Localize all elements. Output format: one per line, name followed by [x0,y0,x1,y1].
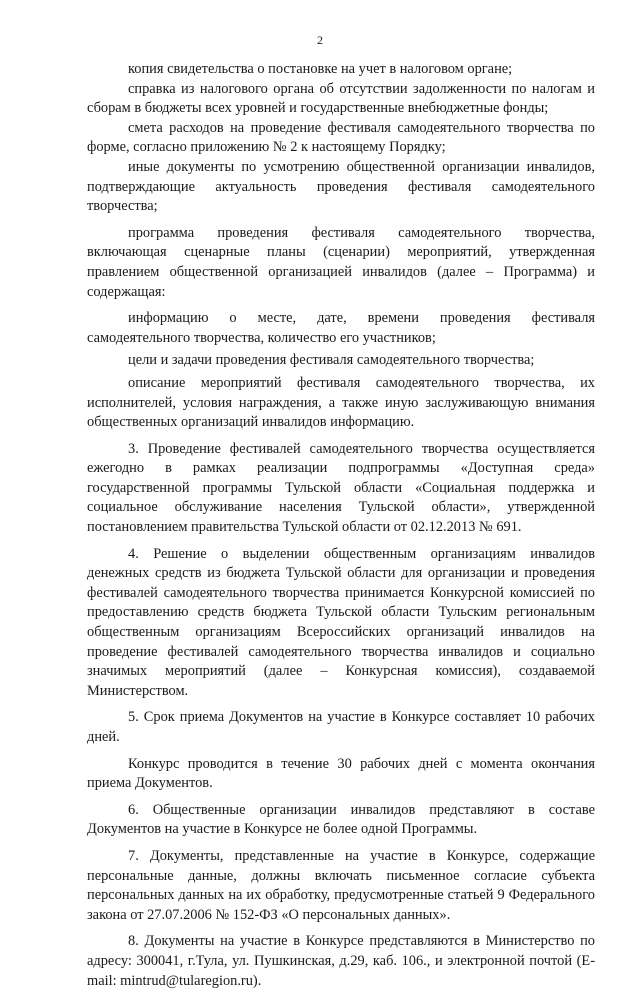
paragraph-event-description: описание мероприятий фестиваля самодеятельного творчества, их исполнителей, условия награждения, а также иную заслуживающую внимания общественных организаций инвалидов информацию. [87,374,595,431]
paragraph-section-4: 4. Решение о выделении общественным организациям инвалидов денежных средств из бюджета Тульской области для организации и проведения фестивалей самодеятельного творчества принимается Конкурсной комиссией по предоставлению средств бюджета Тульской области Тульским региональным общественным организациям Всероссийских организаций инвалидов на проведение фестивалей самодеятельного творчества инвалидов и социально значимых мероприятий (далее – Конкурсная комиссия), создаваемой Министерством. [87,545,595,699]
paragraph-section-8: 8. Документы на участие в Конкурсе представляются в Министерство по адресу: 300041, г.Тула, ул. Пушкинская, д.29, каб. 106., и электронной почтой (E-mail: mintrud@tularegion.ru). [87,933,595,989]
paragraph-other-documents: иные документы по усмотрению общественной организации инвалидов, подтверждающие актуальность проведения фестиваля самодеятельного творчества; [87,158,595,215]
paragraph-tax-certificate: справка из налогового органа об отсутствии задолженности по налогам и сборам в бюджеты всех уровней и государственные внебюджетные фонды; [87,80,595,117]
paragraph-section-7: 7. Документы, представленные на участие в Конкурсе, содержащие персональные данные, должны включать письменное согласие субъекта персональных данных на их обработку, предусмотренные статьей 9 Федерального закона от 27.07.2006 № 152-ФЗ «О персональных данных». [87,847,595,923]
paragraph-section-6: 6. Общественные организации инвалидов представляют в составе Документов на участие в Конкурсе не более одной Программы. [87,801,595,838]
paragraph-goals: цели и задачи проведения фестиваля самодеятельного творчества; [128,352,535,369]
paragraph-contest-period: Конкурс проводится в течение 30 рабочих дней с момента окончания приема Документов. [87,755,595,792]
paragraph-section-3: 3. Проведение фестивалей самодеятельного творчества осуществляется ежегодно в рамках реализации подпрограммы «Доступная среда» государственной программы Тульской области «Социальная поддержка и социальное обслуживание населения Тульской области», утвержденной постановлением правительства Тульской области от 02.12.2013 № 691. [87,440,595,536]
paragraph-festival-program: программа проведения фестиваля самодеятельного творчества, включающая сценарные планы (сценарии) мероприятий, утвержденная правлением общественной организацией инвалидов (далее – Программа) и содержащая: [87,224,595,300]
paragraph-place-date: информацию о месте, дате, времени проведения фестиваля самодеятельного творчества, количество его участников; [87,310,595,346]
page-number: 2 [317,33,323,47]
paragraph-tax-registration: копия свидетельства о постановке на учет в налоговом органе; [128,61,513,77]
document-body [87,60,595,991]
paragraph-cost-estimate: смета расходов на проведение фестиваля самодеятельного творчества по форме, согласно приложению № 2 к настоящему Порядку; [87,119,595,156]
paragraph-section-5: 5. Срок приема Документов на участие в Конкурсе составляет 10 рабочих дней. [87,709,595,745]
